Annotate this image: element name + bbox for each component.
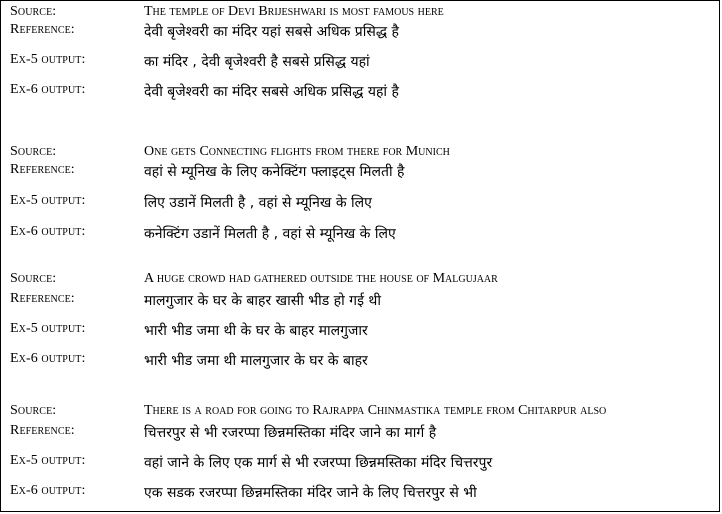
- source-label: Source:: [10, 271, 57, 286]
- example-4-ex5-row: [1, 453, 722, 473]
- example-2-reference-row: [1, 162, 722, 182]
- example-3-reference-row: [1, 291, 722, 311]
- reference-label: Reference:: [10, 423, 75, 438]
- example-2-ex5-row: [1, 193, 722, 213]
- example-4-reference-row: [1, 423, 722, 443]
- reference-label: Reference:: [10, 291, 75, 306]
- ex5-text: का मंदिर , देवी बृजेश्वरी है सबसे प्रसिद्ध यहां: [144, 54, 370, 70]
- ex5-label: Ex-5 output:: [10, 321, 86, 336]
- source-text: A huge crowd had gathered outside the house of Malgujaar: [144, 271, 498, 286]
- reference-text: मालगुजार के घर के बाहर खासी भीड हो गई थी: [144, 293, 381, 309]
- reference-text: चित्तरपुर से भी रजरप्पा छिन्नमस्तिका मंदिर जाने का मार्ग है: [144, 425, 437, 441]
- example-1-reference-row: [1, 22, 722, 42]
- reference-label: Reference:: [10, 162, 75, 177]
- ex6-label: Ex-6 output:: [10, 224, 86, 239]
- reference-text: वहां से म्यूनिख के लिए कनेक्टिंग फ्लाइट्स मिलती है: [144, 164, 405, 180]
- source-text: There is a road for going to Rajrappa Chinmastika temple from Chitarpur also: [144, 403, 607, 418]
- source-label: Source:: [10, 144, 57, 159]
- ex6-text: देवी बृजेश्वरी का मंदिर सबसे अधिक प्रसिद्ध यहां है: [144, 84, 399, 100]
- ex5-text: वहां जाने के लिए एक मार्ग से भी रजरप्पा छिन्नमस्तिका मंदिर चित्तरपुर: [144, 455, 493, 471]
- ex6-text: भारी भीड जमा थी मालगुजार के घर के बाहर: [144, 353, 368, 369]
- ex6-label: Ex-6 output:: [10, 351, 86, 366]
- ex6-text: कनेक्टिंग उडानें मिलती है , वहां से म्यूनिख के लिए: [144, 226, 396, 242]
- source-label: Source:: [10, 4, 57, 19]
- example-1-ex5-row: [1, 52, 722, 72]
- example-1-ex6-row: [1, 82, 722, 102]
- source-text: The temple of Devi Brijeshwari is most famous here: [144, 4, 444, 19]
- ex5-text: भारी भीड जमा थी के घर के बाहर मालगुजार: [144, 323, 368, 339]
- ex6-text: एक सडक रजरप्पा छिन्नमस्तिका मंदिर जाने के लिए चित्तरपुर से भी: [144, 485, 477, 501]
- example-1-source-row: [1, 4, 722, 24]
- example-3-source-row: [1, 271, 722, 291]
- example-2-source-row: [1, 144, 722, 164]
- example-3-ex6-row: [1, 351, 722, 371]
- ex5-label: Ex-5 output:: [10, 52, 86, 67]
- ex5-label: Ex-5 output:: [10, 193, 86, 208]
- source-text: One gets Connecting flights from there for Munich: [144, 144, 450, 159]
- source-label: Source:: [10, 403, 57, 418]
- ex5-text: लिए उडानें मिलती है , वहां से म्यूनिख के लिए: [144, 195, 372, 211]
- example-2-ex6-row: [1, 224, 722, 244]
- ex6-label: Ex-6 output:: [10, 483, 86, 498]
- example-4-ex6-row: [1, 483, 722, 503]
- reference-label: Reference:: [10, 22, 75, 37]
- example-3-ex5-row: [1, 321, 722, 341]
- reference-text: देवी बृजेश्वरी का मंदिर यहां सबसे अधिक प्रसिद्ध है: [144, 24, 399, 40]
- example-4-source-row: [1, 403, 722, 423]
- ex5-label: Ex-5 output:: [10, 453, 86, 468]
- ex6-label: Ex-6 output:: [10, 82, 86, 97]
